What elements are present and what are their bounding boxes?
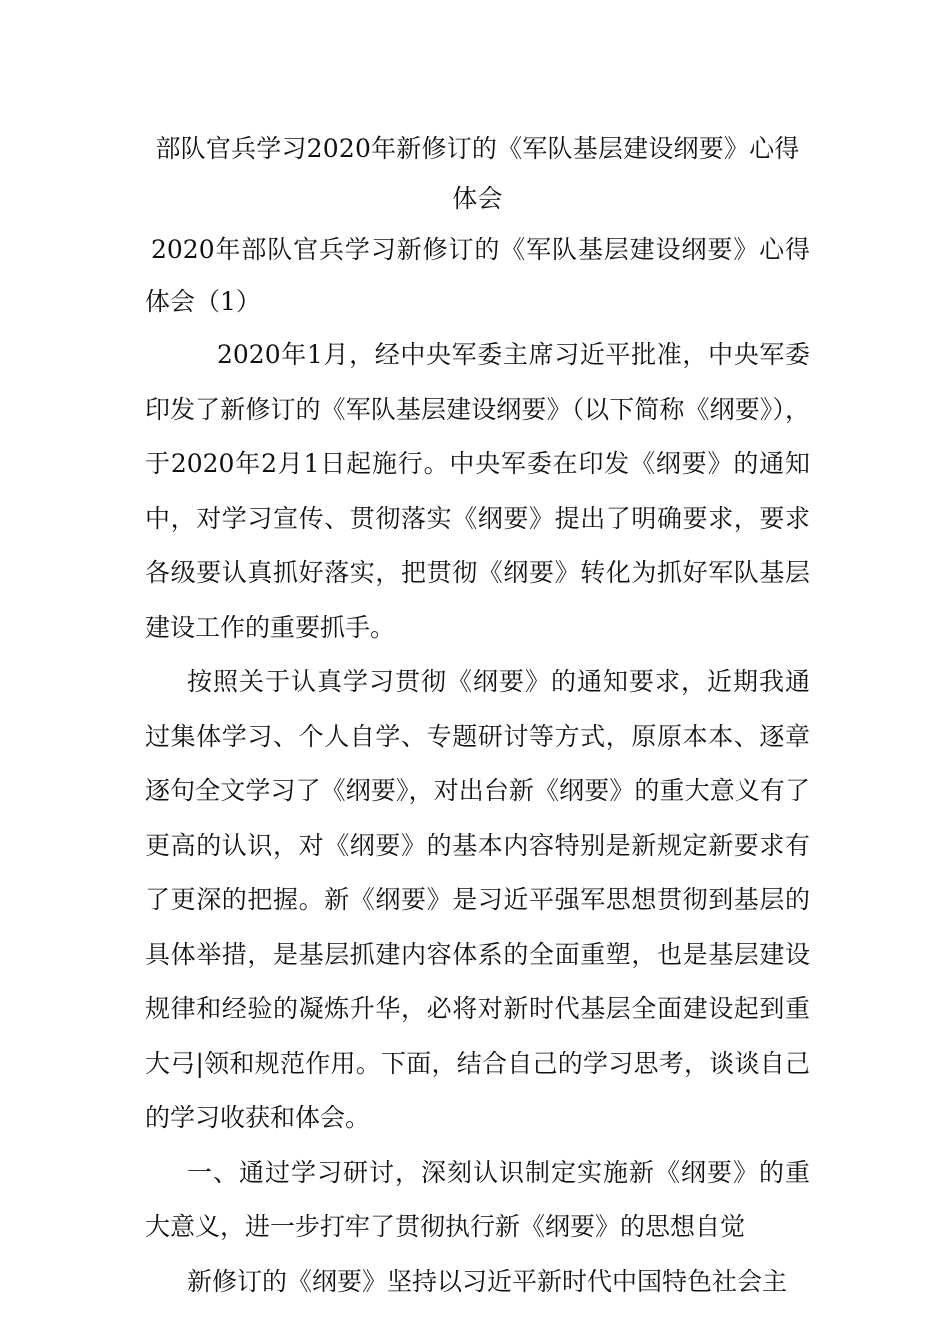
section-heading-1: 一、通过学习研讨，深刻认识制定实施新《纲要》的重大意义，进一步打牢了贯彻执行新《纲要》的思想自觉	[145, 1157, 810, 1241]
document-title: 部队官兵学习2020年新修订的《军队基层建设纲要》心得体会	[155, 134, 800, 213]
document-body	[145, 124, 810, 1309]
paragraph-intro: 2020年1月，经中央军委主席习近平批准，中央军委印发了新修订的《军队基层建设纲要》（以下简称《纲要》），于2020年2月1日起施行。中央军委在印发《纲要》的通知中，对学习宣传、贯彻落实《纲要》提出了明确要求，要求各级要认真抓好落实，把贯彻《纲要》转化为抓好军队基层建设工作的重要抓手。	[145, 340, 810, 642]
document-subtitle: 2020年部队官兵学习新修订的《军队基层建设纲要》心得体会（1）	[145, 235, 810, 316]
paragraph-section-1: 新修订的《纲要》坚持以习近平新时代中国特色社会主	[187, 1266, 788, 1296]
paragraph-study: 按照关于认真学习贯彻《纲要》的通知要求，近期我通过集体学习、个人自学、专题研讨等方式，原原本本、逐章逐句全文学习了《纲要》，对出台新《纲要》的重大意义有了更高的认识，对《纲要》的基本内容特别是新规定新要求有了更深的把握。新《纲要》是习近平强军思想贯彻到基层的具体举措，是基层抓建内容体系的全面重塑，也是基层建设规律和经验的凝炼升华，必将对新时代基层全面建设起到重大弓|领和规范作用。下面，结合自己的学习思考，谈谈自己的学习收获和体会。	[145, 667, 810, 1132]
